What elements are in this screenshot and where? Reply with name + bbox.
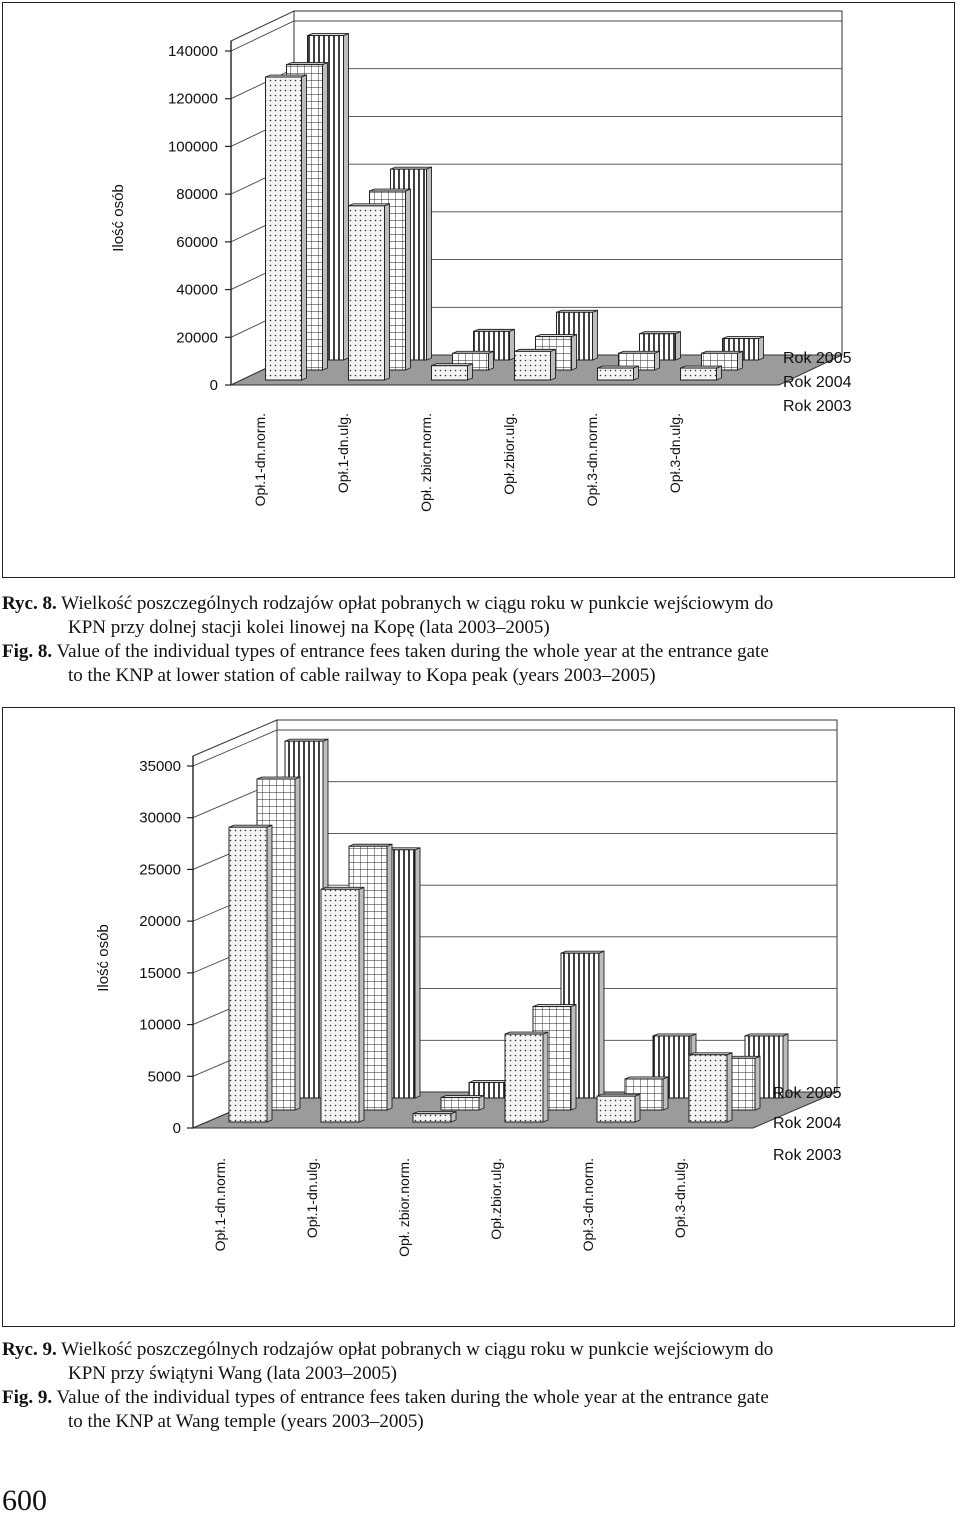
caption-fig9-text-2: to the KNP at Wang temple (years 2003–2005) [68,1411,424,1432]
category-label: Opł.zbior.ulg. [501,413,517,495]
caption-ryc8-text-2: KPN przy dolnej stacji kolei linowej na Kopę (lata 2003–2005) [68,617,550,638]
legend-label: Rok 2004 [773,1115,842,1132]
caption-fig9-text: Value of the individual types of entrance fees taken during the whole year at the entrance gate [52,1387,769,1408]
category-label: Opł.1-dn.norm. [252,413,268,507]
chart-1 [3,3,953,576]
y-tick-label: 0 [209,377,218,394]
y-tick-label: 40000 [176,281,218,299]
bar-2-rok-2003-4 [505,1032,548,1122]
category-label: Opł.1-dn.ulg. [304,1158,320,1239]
y-tick-label: 20000 [139,913,181,931]
caption-fig9 [2,1338,952,1434]
page-number: 600 [2,1484,47,1517]
caption-ryc9-text: Wielkość poszczególnych rodzajów opłat pobranych w ciągu roku w punkcie wejściowym do [56,1339,774,1360]
caption-fig8 [2,592,952,688]
legend-label: Rok 2003 [783,398,852,415]
bar-1-rok-2003-6 [681,366,722,380]
caption-fig9-label: Fig. 9. [2,1387,53,1408]
y-tick-label: 80000 [176,186,218,204]
category-label: Opł. zbior.norm. [396,1158,412,1257]
caption-fig8-text-2: to the KNP at lower station of cable railway to Kopa peak (years 2003–2005) [68,665,656,686]
bar-2-rok-2003-5 [597,1094,640,1122]
bar-1-rok-2003-3 [432,364,473,380]
y-axis-label: Ilość osób [95,924,112,992]
bar-2-rok-2004-3 [441,1096,484,1110]
y-tick-label: 100000 [167,138,218,156]
y-axis-label: Ilość osób [110,184,127,252]
caption-ryc9 [2,1338,952,1386]
caption-fig9-en [2,1386,952,1434]
caption-ryc8-label: Ryc. 8. [2,593,57,614]
y-tick-label: 30000 [139,809,181,827]
chart-1-frame [2,2,955,578]
bar-2-rok-2003-6 [689,1053,732,1122]
chart-2 [3,708,953,1325]
category-label: Opł.1-dn.norm. [212,1158,228,1252]
caption-ryc9-label: Ryc. 9. [2,1339,57,1360]
category-label: Opł.3-dn.norm. [584,413,600,507]
bar-1-rok-2003-1 [266,75,307,380]
category-label: Opł.1-dn.ulg. [335,413,351,494]
category-label: Opł.zbior.ulg. [488,1158,504,1240]
y-tick-label: 5000 [147,1068,181,1086]
category-label: Opł.3-dn.ulg. [667,413,683,494]
caption-fig8-label: Fig. 8. [2,641,53,662]
bar-1-rok-2003-4 [515,349,556,380]
caption-fig8-en [2,640,952,688]
legend-label: Rok 2005 [773,1085,842,1102]
category-label: Opł.3-dn.norm. [580,1158,596,1252]
y-tick-label: 0 [172,1120,181,1137]
y-tick-label: 120000 [167,90,218,108]
caption-ryc9-text-2: KPN przy świątyni Wang (lata 2003–2005) [68,1363,397,1384]
y-tick-label: 10000 [139,1016,181,1034]
category-label: Opł. zbior.norm. [418,413,434,512]
caption-ryc8-text: Wielkość poszczególnych rodzajów opłat pobranych w ciągu roku w punkcie wejściowym do [56,593,774,614]
chart-2-frame [2,707,955,1327]
bar-2-rok-2003-2 [321,887,364,1122]
legend-label: Rok 2003 [773,1147,842,1164]
category-label: Opł.3-dn.ulg. [672,1158,688,1239]
y-tick-label: 25000 [139,861,181,879]
y-tick-label: 15000 [139,964,181,982]
bar-1-rok-2003-2 [349,204,390,380]
legend-label: Rok 2004 [783,374,852,391]
bar-2-rok-2003-1 [229,825,272,1122]
caption-ryc8 [2,592,952,640]
legend-label: Rok 2005 [783,350,852,367]
y-tick-label: 140000 [167,43,218,60]
bar-2-rok-2003-3 [413,1112,456,1122]
y-tick-label: 35000 [139,758,181,775]
y-tick-label: 60000 [176,233,218,251]
caption-fig8-text: Value of the individual types of entrance fees taken during the whole year at the entrance gate [52,641,769,662]
bar-1-rok-2003-5 [598,366,639,380]
y-tick-label: 20000 [176,329,218,347]
